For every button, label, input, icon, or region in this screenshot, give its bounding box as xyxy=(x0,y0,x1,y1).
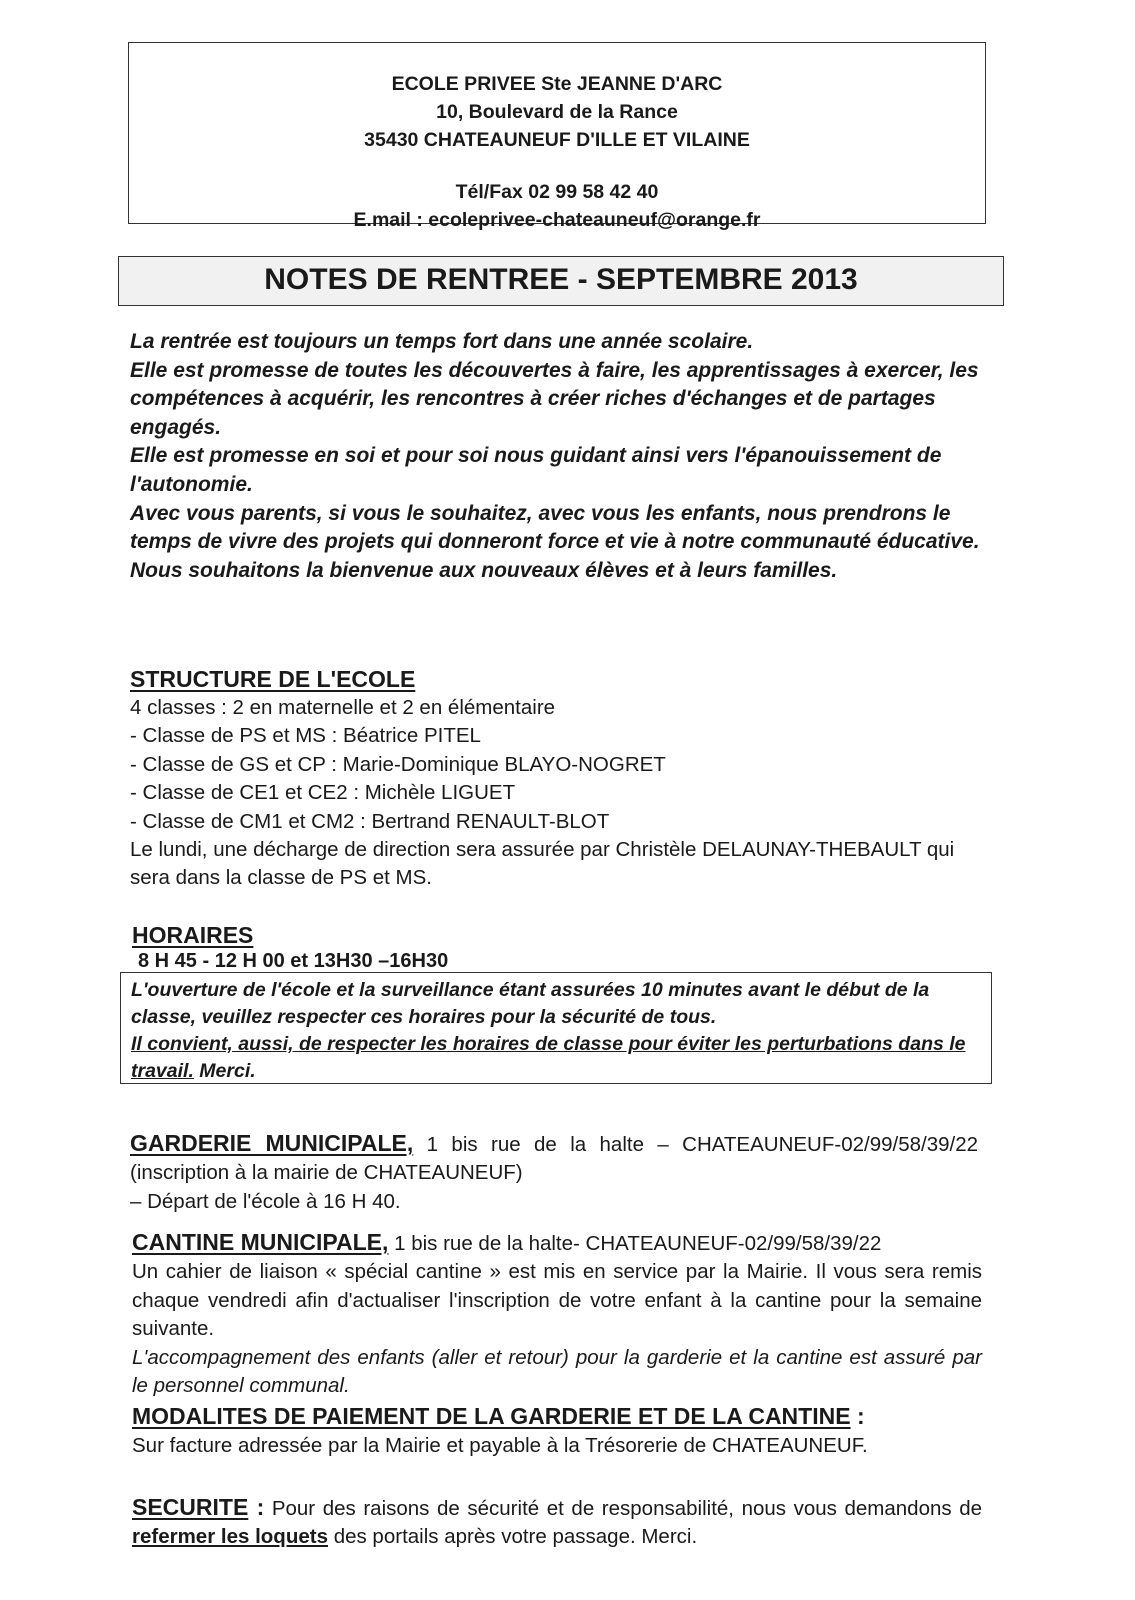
school-phone: Tél/Fax 02 99 58 42 40 xyxy=(455,181,659,203)
title-text: NOTES DE RENTREE - SEPTEMBRE 2013 xyxy=(264,263,858,296)
garderie-address: 1 bis rue de la halte – CHATEAUNEUF-02/99/58/39/22 (inscription à la mairie de CHATEAUNEUF) xyxy=(130,1133,978,1185)
paiement-heading-suffix: : xyxy=(850,1403,865,1429)
structure-line: Le lundi, une décharge de direction sera assurée par Christèle DELAUNAY-THEBAULT qui sera dans la classe de PS et MS. xyxy=(130,838,955,890)
intro-text xyxy=(130,328,990,585)
school-header xyxy=(128,42,986,231)
cantine-address: 1 bis rue de la halte- CHATEAUNEUF-02/99/58/39/22 xyxy=(394,1232,882,1255)
cantine-heading: CANTINE MUNICIPALE, xyxy=(132,1229,389,1255)
page-title xyxy=(118,256,1004,306)
horaires-notice-text: L'ouverture de l'école et la surveillance étant assurées 10 minutes avant le début de la classe, veuillez respecter ces horaires pour la sécurité de tous. xyxy=(131,979,930,1028)
garderie-heading: GARDERIE MUNICIPALE, xyxy=(130,1130,414,1156)
securite-heading: SECURITE xyxy=(132,1494,249,1520)
structure-line: 4 classes : 2 en maternelle et 2 en élémentaire xyxy=(130,696,556,719)
securite-text-bold: refermer les loquets xyxy=(132,1525,328,1549)
structure-heading: STRUCTURE DE L'ECOLE xyxy=(130,666,416,692)
structure-section xyxy=(130,694,960,893)
securite-section xyxy=(132,1493,982,1552)
intro-line: Avec vous parents, si vous le souhaitez, avec vous les enfants, nous prendrons le temps de vivre des projets qui donneront force et vie à notre communauté éducative. xyxy=(130,501,980,554)
intro-line: La rentrée est toujours un temps fort dans une année scolaire. xyxy=(130,330,754,353)
school-name: ECOLE PRIVEE Ste JEANNE D'ARC xyxy=(391,73,723,95)
paiement-section xyxy=(132,1402,992,1461)
securite-text-end: des portails après votre passage. Merci. xyxy=(333,1525,698,1549)
intro-line: Elle est promesse en soi et pour soi nous guidant ainsi vers l'épanouissement de l'autonomie. xyxy=(130,444,942,496)
horaires-notice-merci: Merci. xyxy=(199,1060,256,1082)
securite-heading-suffix: : xyxy=(248,1494,265,1520)
school-email: E.mail : ecoleprivee-chateauneuf@orange.fr xyxy=(353,209,761,231)
garderie-section xyxy=(130,1129,978,1216)
cantine-italic-text: L'accompagnement des enfants (aller et retour) pour la garderie et la cantine est assuré par le personnel communal. xyxy=(132,1345,982,1398)
structure-line: - Classe de CM1 et CM2 : Bertrand RENAULT-BLOT xyxy=(130,809,610,833)
cantine-text: Un cahier de liaison « spécial cantine » est mis en service par la Mairie. Il vous sera remis chaque vendredi afin d'actualiser l'inscription de votre enfant à la cantine pour la semaine suivante. xyxy=(132,1260,982,1341)
structure-line: - Classe de CE1 et CE2 : Michèle LIGUET xyxy=(130,781,516,805)
paiement-heading: MODALITES DE PAIEMENT DE LA GARDERIE ET DE LA CANTINE xyxy=(132,1403,851,1429)
horaires-notice xyxy=(120,972,992,1084)
securite-text-start: Pour des raisons de sécurité et de responsabilité, nous vous demandons de xyxy=(271,1497,982,1520)
horaires-notice-underlined: Il convient, aussi, de respecter les horaires de classe pour éviter les perturbations dans le travail. xyxy=(131,1033,966,1082)
structure-line: - Classe de PS et MS : Béatrice PITEL xyxy=(130,724,481,748)
horaires-times: 8 H 45 - 12 H 00 et 13H30 –16H30 xyxy=(138,950,449,972)
intro-line: Nous souhaitons la bienvenue aux nouveaux élèves et à leurs familles. xyxy=(130,558,838,582)
cantine-section xyxy=(132,1228,982,1400)
structure-line: - Classe de GS et CP : Marie-Dominique BLAYO-NOGRET xyxy=(130,752,666,776)
school-city: 35430 CHATEAUNEUF D'ILLE ET VILAINE xyxy=(364,129,750,151)
paiement-text: Sur facture adressée par la Mairie et payable à la Trésorerie de CHATEAUNEUF. xyxy=(132,1434,868,1458)
school-address: 10, Boulevard de la Rance xyxy=(436,101,678,123)
intro-line: Elle est promesse de toutes les découvertes à faire, les apprentissages à exercer, les compétences à acquérir, les rencontres à créer riches d'échanges et de partages engagés. xyxy=(130,358,979,439)
garderie-departure: – Départ de l'école à 16 H 40. xyxy=(130,1189,401,1213)
horaires-heading: HORAIRES xyxy=(132,922,254,948)
